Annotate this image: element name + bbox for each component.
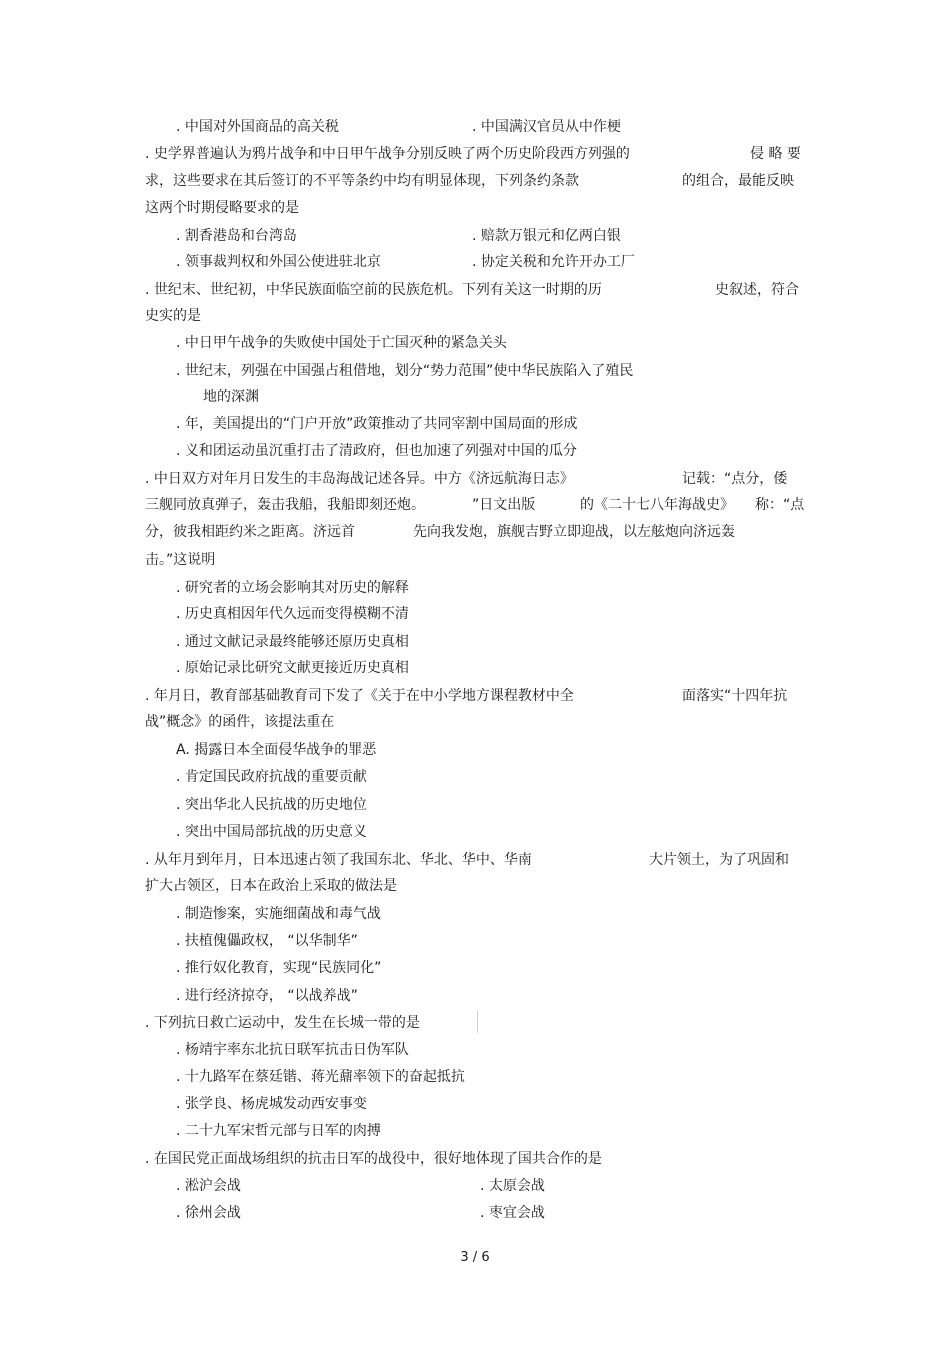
greatwall-option-c: . 张学良、杨虎城发动西安事变 [176, 1096, 367, 1112]
crisis-option-a: . 中日甲午战争的失败使中国处于亡国灭种的紧急关头 [176, 335, 507, 351]
greatwall-option-b: . 十九路军在蔡廷锴、蒋光鼐率领下的奋起抵抗 [176, 1069, 465, 1085]
crisis-option-b-line1: . 世纪末，列强在中国强占租借地，划分“势力范围”使中华民族陷入了殖民 [176, 363, 634, 379]
fengdao-stem-3a: 分，彼我相距约米之距离。济远首 [145, 524, 355, 540]
prev-option-c: . 中国对外国商品的高关税 [176, 119, 339, 135]
greatwall-option-a: . 杨靖宇率东北抗日联军抗击日伪军队 [176, 1042, 409, 1058]
treaty-option-a: . 割香港岛和台湾岛 [176, 228, 297, 244]
occupy-stem-1b: 大片领土，为了巩固和 [649, 852, 789, 868]
crisis-option-d: . 义和团运动虽沉重打击了清政府，但也加速了列强对中国的瓜分 [176, 443, 577, 459]
fourteen-option-b: . 肯定国民政府抗战的重要贡献 [176, 769, 367, 785]
treaty-stem-1a: . 史学界普遍认为鸦片战争和中日甲午战争分别反映了两个历史阶段西方列强的 [145, 146, 630, 162]
fourteen-option-a: A. 揭露日本全面侵华战争的罪恶 [176, 742, 377, 758]
fourteen-stem-2: 战”概念》的函件，该提法重在 [145, 714, 335, 730]
battle-option-a: . 淞沪会战 [176, 1178, 241, 1194]
occupy-option-c: . 推行奴化教育，实现“民族同化” [176, 960, 382, 976]
treaty-option-d: . 协定关税和允许开办工厂 [472, 254, 635, 270]
fourteen-stem-1b: 面落实“十四年抗 [682, 688, 788, 704]
crisis-stem-1a: . 世纪末、世纪初，中华民族面临空前的民族危机。下列有关这一时期的历 [145, 282, 602, 298]
treaty-option-b: . 赔款万银元和亿两白银 [472, 228, 621, 244]
battle-option-c: . 徐州会战 [176, 1205, 241, 1221]
fengdao-stem-2d: 称：“点 [755, 497, 805, 513]
fengdao-option-d: . 原始记录比研究文献更接近历史真相 [176, 660, 409, 676]
fourteen-option-d: . 突出中国局部抗战的历史意义 [176, 824, 367, 840]
crisis-option-b-line2: 地的深渊 [203, 389, 259, 405]
fengdao-option-a: . 研究者的立场会影响其对历史的解释 [176, 580, 409, 596]
fengdao-stem-1a: . 中日双方对年月日发生的丰岛海战记述各异。中方《济远航海日志》 [145, 471, 574, 487]
battle-option-b: . 太原会战 [480, 1178, 545, 1194]
greatwall-stem: . 下列抗日救亡运动中，发生在长城一带的是 [145, 1015, 420, 1031]
crisis-stem-1b: 史叙述，符合 [715, 282, 799, 298]
fourteen-option-c: . 突出华北人民抗战的历史地位 [176, 797, 367, 813]
fengdao-stem-2c: 的《二十七八年海战史》 [580, 497, 734, 513]
fengdao-option-c: . 通过文献记录最终能够还原历史真相 [176, 634, 409, 650]
prev-option-d: . 中国满汉官员从中作梗 [472, 119, 621, 135]
fengdao-stem-2a: 三舰同放真弹子，轰击我船，我船即刻还炮。 [145, 497, 425, 513]
treaty-stem-1b: 侵 略 要 [750, 146, 801, 162]
page-number: 3 / 6 [460, 1250, 490, 1265]
occupy-stem-1a: . 从年月到年月，日本迅速占领了我国东北、华北、华中、华南 [145, 852, 532, 868]
battle-option-d: . 枣宜会战 [480, 1205, 545, 1221]
treaty-option-c: . 领事裁判权和外国公使进驻北京 [176, 254, 381, 270]
crisis-stem-2: 史实的是 [145, 308, 201, 324]
fengdao-stem-4: 击。”这说明 [145, 552, 216, 568]
occupy-option-d: . 进行经济掠夺， “以战养战” [176, 988, 358, 1004]
treaty-stem-2b: 的组合，最能反映 [682, 173, 794, 189]
crisis-option-c: . 年，美国提出的“门户开放”政策推动了共同宰割中国局面的形成 [176, 416, 578, 432]
fengdao-option-b: . 历史真相因年代久远而变得模糊不清 [176, 606, 409, 622]
treaty-stem-3: 这两个时期侵略要求的是 [145, 200, 299, 216]
battle-stem: . 在国民党正面战场组织的抗击日军的战役中，很好地体现了国共合作的是 [145, 1151, 602, 1167]
vertical-divider [477, 1011, 478, 1033]
greatwall-option-d: . 二十九军宋哲元部与日军的肉搏 [176, 1123, 381, 1139]
fourteen-stem-1a: . 年月日，教育部基础教育司下发了《关于在中小学地方课程教材中全 [145, 688, 574, 704]
occupy-option-a: . 制造惨案，实施细菌战和毒气战 [176, 906, 381, 922]
treaty-stem-2a: 求，这些要求在其后签订的不平等条约中均有明显体现，下列条约条款 [145, 173, 579, 189]
fengdao-stem-3b: 先向我发炮，旗舰吉野立即迎战，以左舷炮向济远轰 [413, 524, 735, 540]
occupy-option-b: . 扶植傀儡政权， “以华制华” [176, 933, 358, 949]
fengdao-stem-1b: 记载：“点分，倭 [682, 471, 788, 487]
occupy-stem-2: 扩大占领区，日本在政治上采取的做法是 [145, 878, 397, 894]
fengdao-stem-2b: ”日文出版 [472, 497, 536, 513]
